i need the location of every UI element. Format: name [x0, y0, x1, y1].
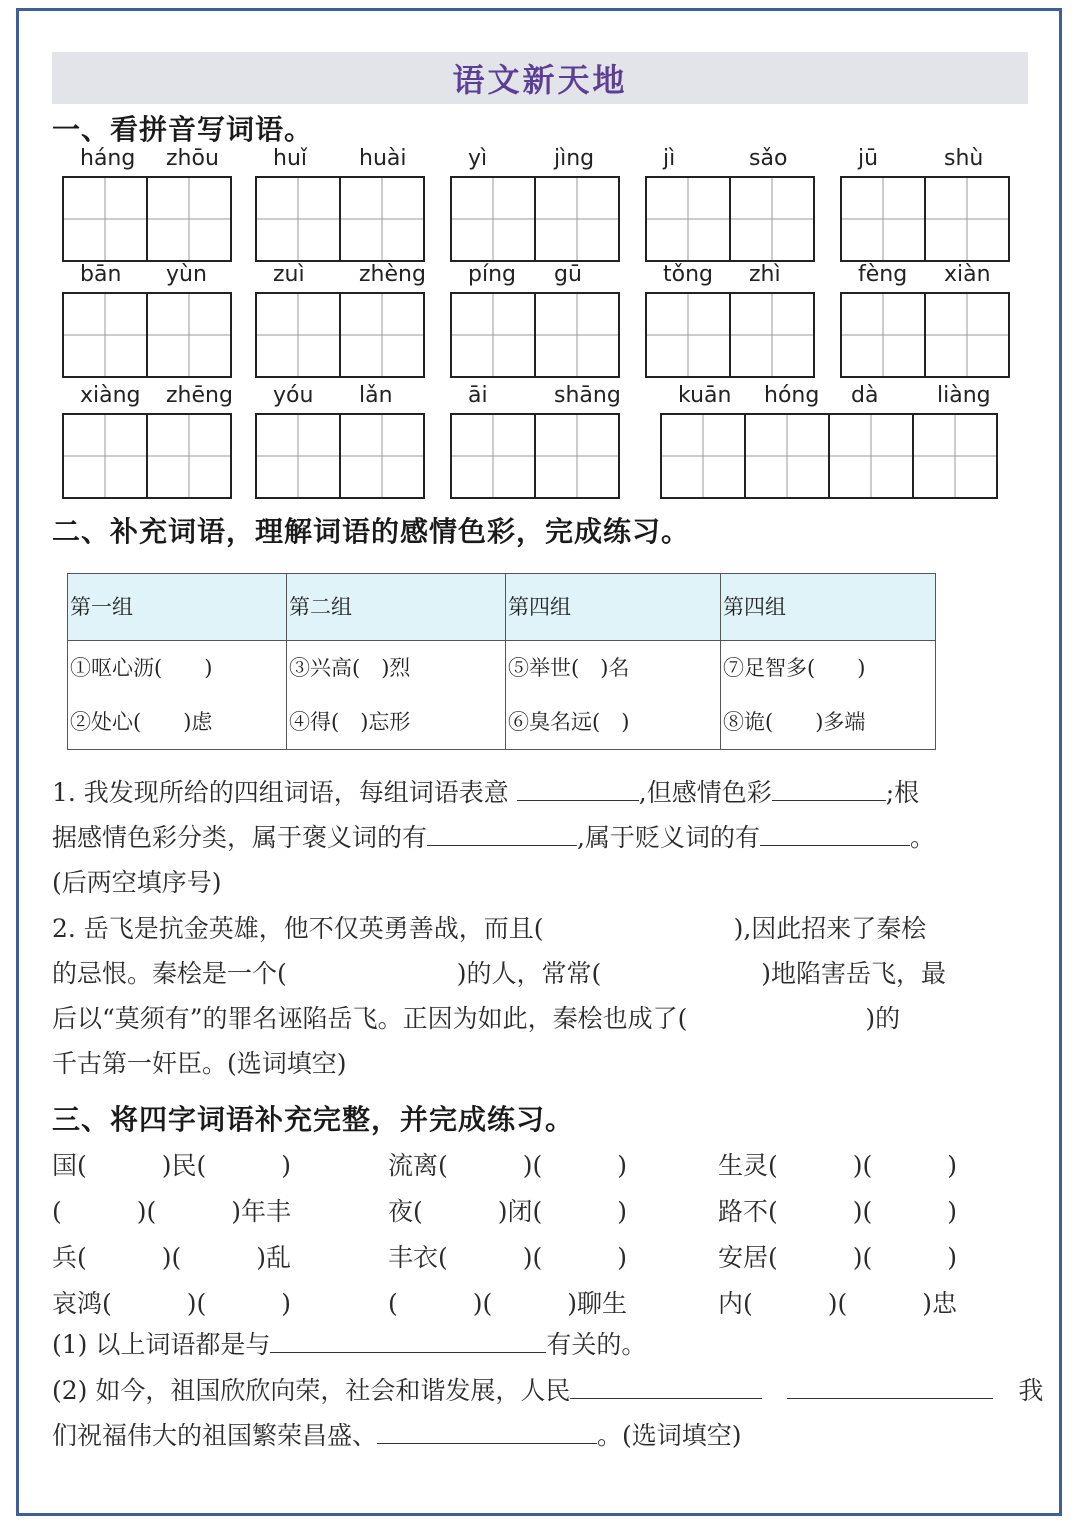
blank-line[interactable] [787, 1370, 993, 1399]
pinyin-syllable: yùn [166, 262, 207, 287]
writing-cell[interactable] [660, 413, 746, 499]
writing-cell[interactable] [450, 292, 536, 378]
group-header: 第四组 [721, 574, 936, 641]
writing-cell[interactable] [840, 292, 926, 378]
writing-cell[interactable] [912, 413, 998, 499]
idiom-item[interactable]: ⑧诡( )多端 [723, 710, 866, 734]
writing-cell[interactable] [255, 176, 341, 262]
page-title: 语文新天地 [52, 52, 1028, 104]
tianzige-grid [255, 413, 423, 499]
tianzige-grid [450, 292, 618, 378]
writing-cell[interactable] [450, 176, 536, 262]
idiom-fill-item[interactable]: 丰衣( )( ) [388, 1243, 628, 1272]
tianzige-grid [840, 292, 1008, 378]
idiom-fill-item[interactable]: 兵( )( )乱 [52, 1243, 292, 1272]
tianzige-grid [645, 176, 813, 262]
tianzige-grid [450, 176, 618, 262]
pinyin-syllable: lǎn [359, 383, 393, 408]
pinyin-syllable: háng [80, 146, 136, 171]
pinyin-syllable: jì [663, 146, 676, 171]
idiom-fill-item[interactable]: 内( )( )忠 [718, 1289, 958, 1318]
writing-cell[interactable] [62, 292, 148, 378]
tianzige-grid [450, 413, 618, 499]
blank-line[interactable] [377, 1415, 597, 1444]
idiom-fill-item[interactable]: 流离( )( ) [388, 1151, 628, 1180]
idiom-fill-item[interactable]: 国( )民( ) [52, 1151, 292, 1180]
writing-cell[interactable] [450, 413, 536, 499]
tianzige-grid [645, 292, 813, 378]
pinyin-syllable: xiàng [80, 383, 141, 408]
blank-line[interactable] [427, 817, 577, 846]
tianzige-grid [840, 176, 1008, 262]
idiom-item[interactable]: ⑤举世( )名 [508, 656, 630, 680]
section1-heading: 一、看拼音写词语。 [52, 113, 314, 146]
idiom-fill-item[interactable]: 夜( )闭( ) [388, 1197, 628, 1226]
tianzige-grid [255, 176, 423, 262]
pinyin-syllable: zhèng [359, 262, 426, 287]
writing-cell[interactable] [534, 413, 620, 499]
question-1: 1. 我发现所给的四组词语，每组词语表意 ,但感情色彩 ;根 据感情色彩分类，属于褒义词的有 ,属于贬义词的有 。 (后两空填序号) [52, 770, 935, 905]
writing-cell[interactable] [146, 292, 232, 378]
tianzige-grid [255, 292, 423, 378]
section3-question-2: (2) 如今，祖国欣欣向荣，社会和谐发展，人民 我 们祝福伟大的祖国繁荣昌盛、 。(选词填空) [52, 1368, 1043, 1458]
pinyin-syllable: jìng [554, 146, 595, 171]
pinyin-syllable: zhēng [166, 383, 233, 408]
pinyin-syllable: yì [468, 146, 488, 171]
idiom-fill-item[interactable]: ( )( )聊生 [388, 1289, 628, 1318]
pinyin-syllable: píng [468, 262, 516, 287]
idiom-fill-item[interactable]: 生灵( )( ) [718, 1151, 958, 1180]
pinyin-syllable: hóng [764, 383, 820, 408]
pinyin-syllable: liàng [937, 383, 991, 408]
tianzige-grid [62, 413, 230, 499]
writing-cell[interactable] [62, 413, 148, 499]
pinyin-syllable: zuì [273, 262, 305, 287]
blank-line[interactable] [517, 772, 639, 801]
pinyin-syllable: xiàn [944, 262, 991, 287]
idiom-fill-item[interactable]: 路不( )( ) [718, 1197, 958, 1226]
group-header: 第四组 [506, 574, 721, 641]
blank-line[interactable] [760, 817, 910, 846]
writing-cell[interactable] [255, 292, 341, 378]
blank-line[interactable] [570, 1370, 762, 1399]
writing-cell[interactable] [339, 292, 425, 378]
group-header: 第一组 [68, 574, 287, 641]
group-header: 第二组 [287, 574, 506, 641]
writing-cell[interactable] [534, 292, 620, 378]
idiom-item[interactable]: ③兴高( )烈 [289, 656, 411, 680]
idiom-item[interactable]: ⑥臭名远( ) [508, 710, 630, 734]
question-2: 2. 岳飞是抗金英雄，他不仅英勇善战，而且( ),因此招来了秦桧 的忌恨。秦桧是一个( )的人，常常( )地陷害岳飞，最 后以“莫须有”的罪名诬陷岳飞。正因为如此，秦桧也成了( )的 千古第一奸臣。(选词填空) [52, 914, 947, 1078]
group-cell [287, 641, 506, 750]
group-cell [68, 641, 287, 750]
writing-cell[interactable] [255, 413, 341, 499]
writing-cell[interactable] [146, 413, 232, 499]
writing-cell[interactable] [146, 176, 232, 262]
pinyin-syllable: yóu [273, 383, 314, 408]
idiom-item[interactable]: ②处心( )虑 [70, 710, 213, 734]
writing-cell[interactable] [840, 176, 926, 262]
idiom-fill-item[interactable]: 安居( )( ) [718, 1243, 958, 1272]
section3-question-1: (1) 以上词语都是与 有关的。 [52, 1322, 646, 1367]
blank-line[interactable] [772, 772, 886, 801]
pinyin-syllable: huǐ [273, 146, 307, 171]
tianzige-grid [62, 292, 230, 378]
pinyin-syllable: dà [851, 383, 879, 408]
pinyin-syllable: jū [858, 146, 879, 171]
group-cell [721, 641, 936, 750]
pinyin-syllable: tǒng [663, 262, 713, 287]
writing-cell[interactable] [744, 413, 830, 499]
writing-cell[interactable] [645, 292, 731, 378]
blank-line[interactable] [270, 1324, 546, 1353]
section2-heading: 二、补充词语，理解词语的感情色彩，完成练习。 [52, 515, 691, 548]
pinyin-syllable: shù [944, 146, 984, 171]
pinyin-syllable: āi [468, 383, 488, 408]
word-groups-table [67, 573, 936, 750]
writing-cell[interactable] [729, 292, 815, 378]
writing-cell[interactable] [729, 176, 815, 262]
pinyin-syllable: zhì [749, 262, 781, 287]
writing-cell[interactable] [339, 176, 425, 262]
pinyin-syllable: zhōu [166, 146, 219, 171]
idiom-item[interactable]: ①呕心沥( ) [70, 656, 213, 680]
pinyin-syllable: shāng [554, 383, 621, 408]
writing-cell[interactable] [62, 176, 148, 262]
pinyin-syllable: bān [80, 262, 122, 287]
group-cell [506, 641, 721, 750]
writing-cell[interactable] [534, 176, 620, 262]
section3-heading: 三、将四字词语补充完整，并完成练习。 [52, 1103, 575, 1136]
pinyin-syllable: kuān [678, 383, 732, 408]
writing-cell[interactable] [828, 413, 914, 499]
idiom-fill-item[interactable]: ( )( )年丰 [52, 1197, 292, 1226]
writing-cell[interactable] [339, 413, 425, 499]
pinyin-syllable: huài [359, 146, 407, 171]
idiom-item[interactable]: ⑦足智多( ) [723, 656, 866, 680]
pinyin-syllable: sǎo [749, 146, 788, 171]
idiom-item[interactable]: ④得( )忘形 [289, 710, 411, 734]
writing-cell[interactable] [645, 176, 731, 262]
writing-cell[interactable] [924, 292, 1010, 378]
tianzige-grid [62, 176, 230, 262]
tianzige-grid [660, 413, 996, 499]
pinyin-syllable: gū [554, 262, 582, 287]
pinyin-syllable: fèng [858, 262, 908, 287]
idiom-fill-item[interactable]: 哀鸿( )( ) [52, 1289, 292, 1318]
writing-cell[interactable] [924, 176, 1010, 262]
